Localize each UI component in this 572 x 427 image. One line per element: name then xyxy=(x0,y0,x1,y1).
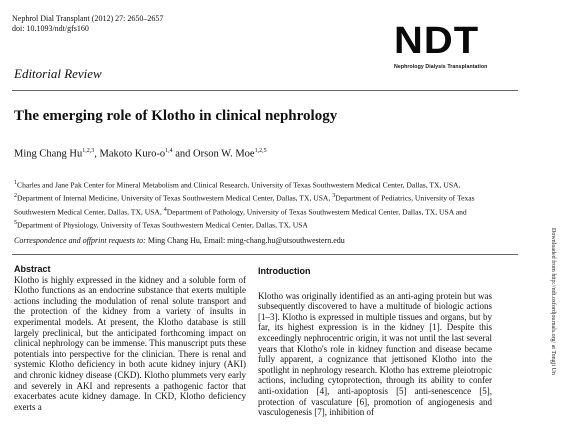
affiliation-mark: 3 xyxy=(332,193,336,200)
abstract-heading: Abstract xyxy=(14,264,51,274)
citation-block xyxy=(12,14,163,34)
author-affiliation-mark: 1,4 xyxy=(165,148,173,154)
affiliation-mark: 1 xyxy=(14,180,17,186)
affiliation-text: Department of Pathology, University of Texas Southwestern Medical Center, Dallas, TX, USA and xyxy=(166,207,467,217)
author-name: Ming Chang Hu xyxy=(14,148,83,160)
introduction-heading: Introduction xyxy=(258,266,311,276)
author-name: Orson W. Moe xyxy=(193,148,255,160)
affiliation-text: Department of Physiology, University of Texas Southwestern Medical Center, Dallas, TX, USA xyxy=(17,220,308,230)
logo-wordmark: NDT xyxy=(394,20,480,62)
author-list xyxy=(14,148,267,160)
abstract-column xyxy=(14,264,246,412)
citation-line: Nephrol Dial Transplant (2012) 27: 2650–2657 xyxy=(12,14,164,23)
author-affiliation-mark: 1,2,3 xyxy=(82,148,95,154)
logo-subtitle: Nephrology Dialysis Transplantation xyxy=(394,64,488,70)
affiliation-mark: 5 xyxy=(14,219,17,226)
affiliation-text: Charles and Jane Pak Center for Mineral Metabolism and Clinical Research, University of Texas Southwestern Medical Center, Dallas, TX, USA, xyxy=(17,180,461,190)
front-matter-divider xyxy=(12,254,518,255)
affiliation-text: Department of Internal Medicine, University of Texas Southwestern Medical Center, Dallas, TX, USA, xyxy=(17,193,333,203)
introduction-column xyxy=(258,266,492,418)
author-separator: and xyxy=(172,148,194,160)
author-separator: , xyxy=(94,148,100,160)
correspondence-text: Ming Chang Hu, Email: ming-chang.hu@utsouthwestern.edu xyxy=(145,236,345,245)
ndt-logo xyxy=(394,22,504,80)
correspondence-line xyxy=(14,236,345,245)
correspondence-label: Correspondence and offprint requests to: xyxy=(14,236,146,245)
section-kind: Editorial Review xyxy=(14,66,102,81)
download-watermark-text: Downloaded from http://ndt.oxfordjournals.org/ at Tongji Un xyxy=(550,228,556,375)
header-divider xyxy=(12,90,518,91)
doi-line: doi: 10.1093/ndt/gfs160 xyxy=(12,24,89,33)
author-name: Makoto Kuro-o xyxy=(99,148,166,160)
download-watermark xyxy=(550,228,556,375)
affiliations xyxy=(14,178,494,231)
introduction-text: Klotho was originally identified as an anti-aging protein but was subsequently discovered to have a multitude of biologic actions [1–3]. Klotho is expressed in multiple tissues and organs, but by far, its highest expression is in the kidney [1]. Despite this exceedingly nephrocentric origin, it was not until the last several years that Klotho's role in kidney function and disease became fully apparent, a cognizance that jettisoned Klotho into the spotlight in nephrology research. Klotho has extreme pleiotropic actions, including cytoprotection, through its ability to confer anti-oxidation [4], anti-apoptosis [5] anti-senescence [5], protection of vasculature [6], promotion of angiogenesis and vasculogenesis [7], inhibition of xyxy=(258,290,492,418)
affiliation-mark: 2 xyxy=(14,193,17,200)
author-affiliation-mark: 1,2,5 xyxy=(254,148,267,154)
affiliation-text: Department of Pediatrics, University of Texas Southwestern Medical Center, Dallas, TX, USA, xyxy=(14,193,475,217)
abstract-text: Klotho is highly expressed in the kidney and a soluble form of Klotho functions as an endocrine substance that exerts multiple actions including the modulation of renal solute transport and the protection of the kidney from a variety of insults in experimental models. At present, the Klotho database is still largely preclinical, but the anticipated forthcoming impact on clinical nephrology can be immense. This manuscript puts these potentials into perspective for the clinician. There is renal and systemic Klotho deficiency in both acute kidney injury (AKI) and chronic kidney disease (CKD). Klotho plummets very early and severely in AKI and represents a pathogenic factor that exacerbates acute kidney damage. In CKD, Klotho deficiency exerts a xyxy=(14,274,246,412)
article-title: The emerging role of Klotho in clinical nephrology xyxy=(14,108,338,124)
affiliation-mark: 4 xyxy=(163,206,167,213)
